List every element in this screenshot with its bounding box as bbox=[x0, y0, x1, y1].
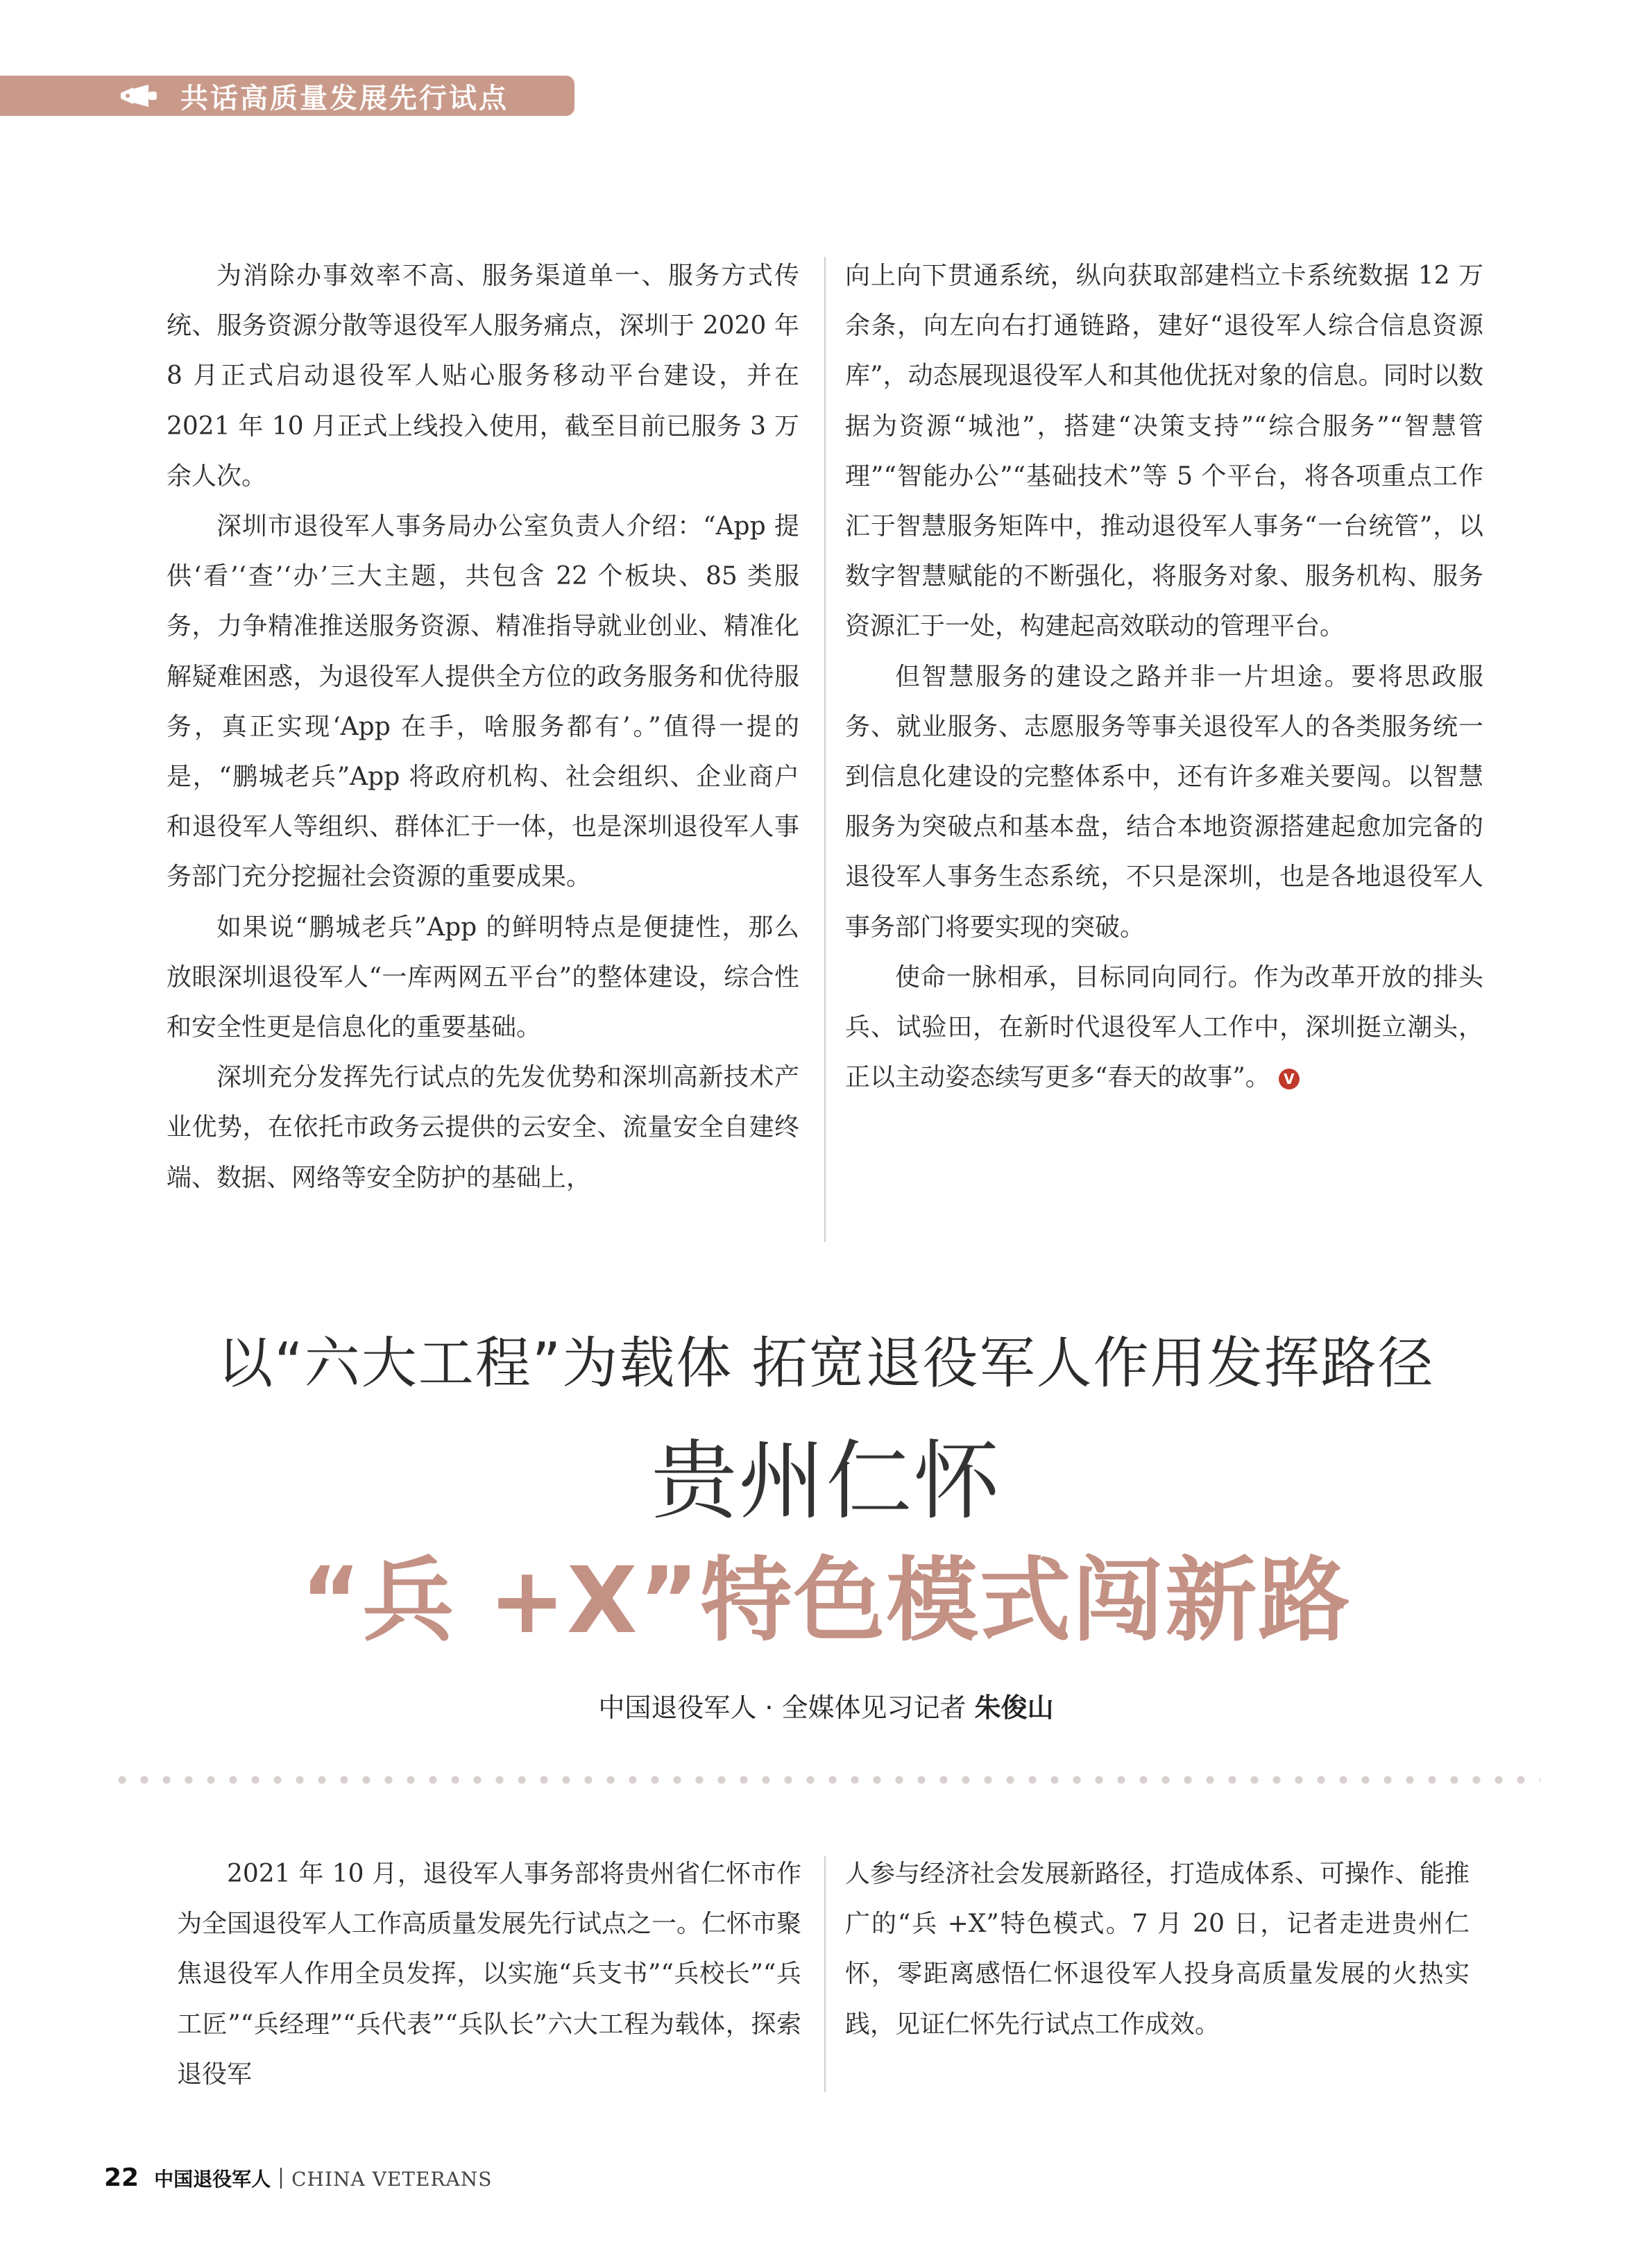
article-title-line1: 贵州仁怀 bbox=[651, 1432, 1001, 1531]
section-tab bbox=[0, 76, 574, 116]
paragraph bbox=[845, 953, 1483, 1103]
byline bbox=[0, 1686, 1652, 1724]
column-divider bbox=[824, 1856, 826, 2092]
paragraph-continued: 向上向下贯通系统，纵向获取部建档立卡系统数据 12 万余条，向左向右打通链路，建好“退役军人综合信息资源库”，动态展现退役军人和其他优抚对象的信息。同时以数据为资源“城池”，搭建“决策支持”“综合服务”“智慧管理”“智能办公”“基础技术”等 5 个平台，将各项重点工作汇于智慧服务矩阵中，推动退役军人事务“一台统管”，以数字智慧赋能的不断强化，将服务对象、服务机构、服务资源汇于一处，构建起高效联动的管理平台。 bbox=[845, 262, 1483, 641]
new-article-right-column bbox=[845, 1849, 1470, 2050]
footer-separator bbox=[280, 2168, 282, 2189]
column-divider bbox=[824, 257, 826, 1242]
page-number: 22 bbox=[104, 2164, 139, 2192]
byline-prefix: 中国退役军人 · 全媒体见习记者 bbox=[598, 1692, 966, 1723]
page-footer bbox=[104, 2164, 492, 2192]
paragraph: 深圳市退役军人事务局办公室负责人介绍：“App 提供‘看’‘查’‘办’三大主题，共包含 22 个板块、85 类服务，力争精准推送服务资源、精准指导就业创业、精准化解疑难困惑，为退役军人提供全方位的政务服务和优待服务，真正实现‘App 在手，啥服务都有’。”值得一提的是，“鹏城老兵”App 将政府机构、社会组织、企业商户和退役军人等组织、群体汇于一体，也是深圳退役军人事务部门充分挖掘社会资源的重要成果。 bbox=[167, 512, 799, 892]
new-article-left-column bbox=[177, 1849, 801, 2100]
section-tab-label: 共话高质量发展先行试点 bbox=[180, 82, 509, 114]
paragraph: 如果说“鹏城老兵”App 的鲜明特点是便捷性，那么放眼深圳退役军人“一库两网五平台”的整体建设，综合性和安全性更是信息化的重要基础。 bbox=[167, 912, 799, 1042]
dotted-divider bbox=[111, 1775, 1540, 1785]
article-title-line2: “兵 +X”特色模式闯新路 bbox=[300, 1547, 1352, 1654]
paragraph: 为消除办事效率不高、服务渠道单一、服务方式传统、服务资源分散等退役军人服务痛点，深圳于 2020 年 8 月正式启动退役军人贴心服务移动平台建设，并在 2021 年 10 月正式上线投入使用，截至目前已服务 3 万余人次。 bbox=[167, 262, 799, 491]
paragraph-text: 使命一脉相承，目标同向同行。作为改革开放的排头兵、试验田，在新时代退役军人工作中，深圳挺立潮头，正以主动姿态续写更多“春天的故事”。 bbox=[845, 962, 1483, 1092]
paragraph: 深圳充分发挥先行试点的先发优势和深圳高新技术产业优势，在依托市政务云提供的云安全、流量安全自建终端、数据、网络等安全防护的基础上， bbox=[167, 1063, 799, 1192]
magazine-name-cn: 中国退役军人 bbox=[154, 2168, 271, 2191]
magazine-name-en: CHINA VETERANS bbox=[291, 2168, 493, 2191]
paragraph-continued: 人参与经济社会发展新路径，打造成体系、可操作、能推广的“兵 +X”特色模式。7 月 20 日，记者走进贵州仁怀，零距离感悟仁怀退役军人投身高质量发展的火热实践，见证仁怀先行试点工作成效。 bbox=[845, 1860, 1470, 2039]
paragraph: 但智慧服务的建设之路并非一片坦途。要将思政服务、就业服务、志愿服务等事关退役军人的各类服务统一到信息化建设的完整体系中，还有许多难关要闯。以智慧服务为突破点和基本盘，结合本地资源搭建起愈加完备的退役军人事务生态系统，不只是深圳，也是各地退役军人事务部门将要实现的突破。 bbox=[845, 662, 1483, 942]
top-article-left-column bbox=[167, 251, 799, 1203]
article-subtitle: 以“六大工程”为载体 拓宽退役军人作用发挥路径 bbox=[217, 1331, 1435, 1395]
byline-author: 朱俊山 bbox=[974, 1692, 1054, 1723]
top-article-right-column bbox=[845, 251, 1483, 1103]
paragraph: 2021 年 10 月，退役军人事务部将贵州省仁怀市作为全国退役军人工作高质量发展先行试点之一。仁怀市聚焦退役军人作用全员发挥，以实施“兵支书”“兵校长”“兵工匠”“兵经理”“兵代表”“兵队长”六大工程为载体，探索退役军 bbox=[177, 1860, 802, 2089]
end-mark-icon: V bbox=[1279, 1069, 1300, 1089]
bugle-icon bbox=[118, 82, 160, 110]
